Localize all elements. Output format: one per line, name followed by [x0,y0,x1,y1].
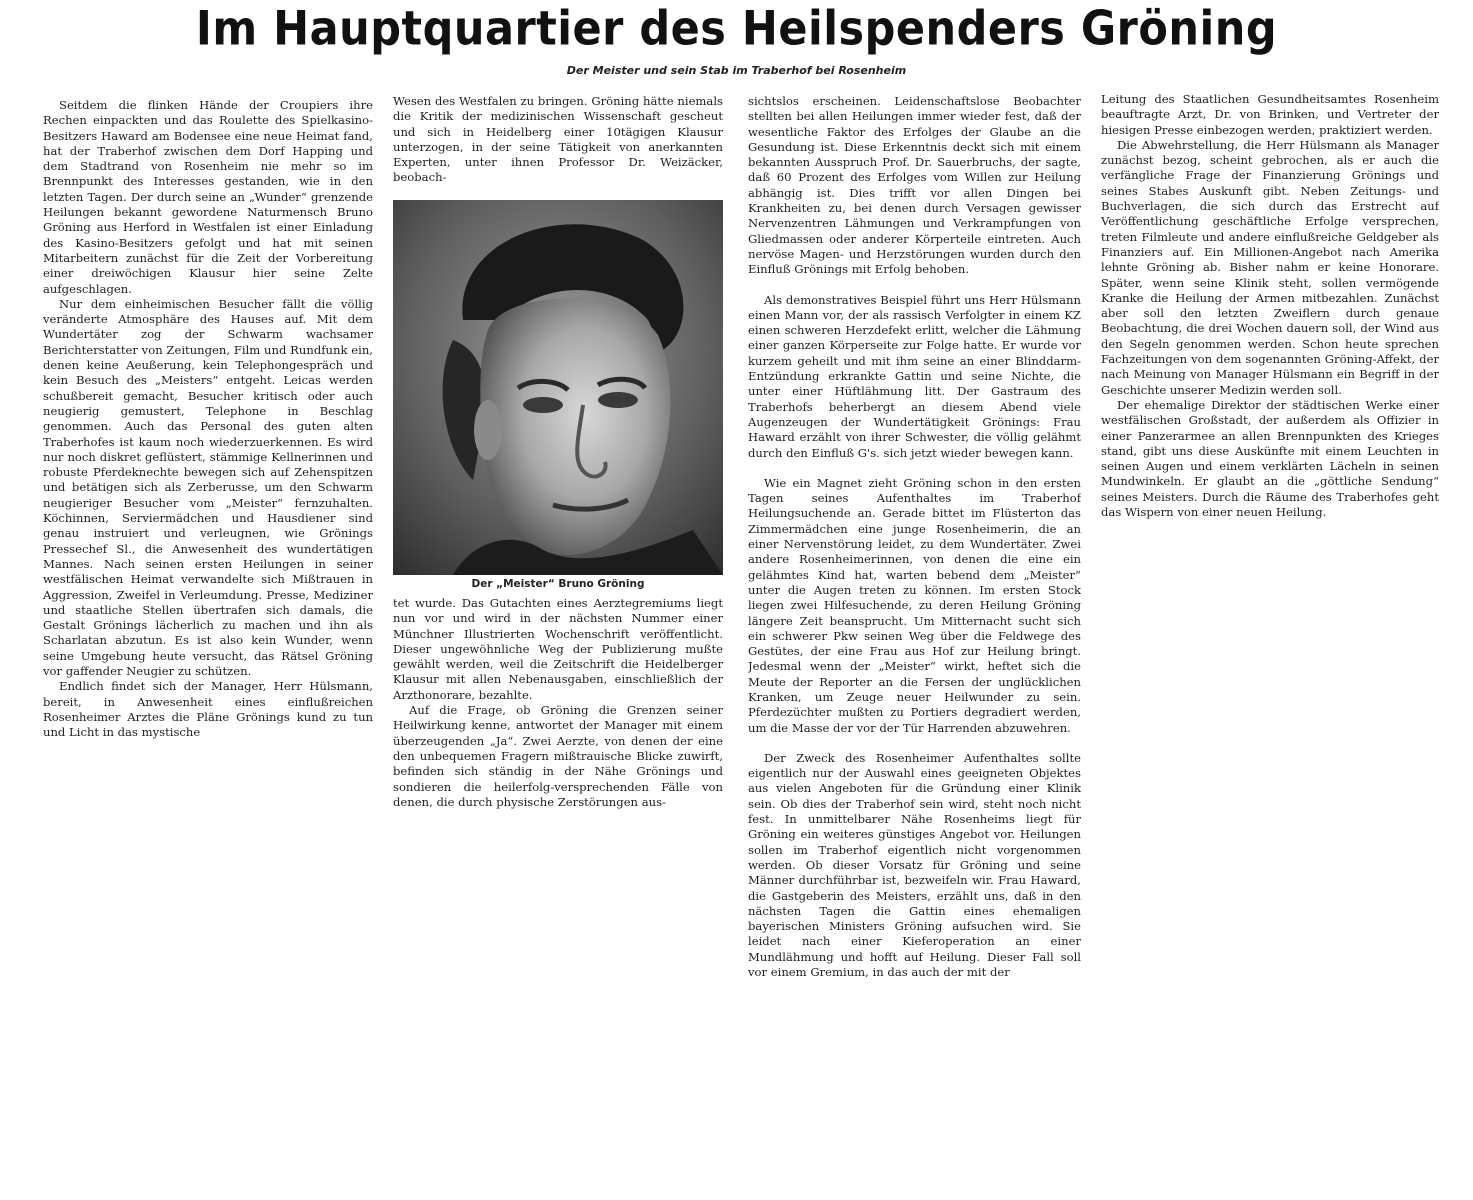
paragraph: sichtslos erscheinen. Leidenschaftslose Beobachter stellten bei allen Heilungen immer wieder fest, daß der wesentliche Faktor des Erfolges der Glaube an die Gesundung ist. Diese Erkenntnis deckt sich mit einem bekannten Ausspruch Prof. Dr. Sauerbruchs, der sagte, daß 60 Prozent des Erfolges vom Willen zur Heilung abhängig ist. Dies trifft vor allen Dingen bei Krankheiten zu, bei denen durch Versagen gewisser Nervenzentren Lähmungen und Verkrampfungen von Gliedmassen oder anderer Körperteile eintreten. Auch nervöse Magen- und Herzstörungen wurden durch den Einfluß Grönings mit Erfolg behoben. [748,94,1081,277]
portrait-image [393,200,723,575]
text-column-1 [43,98,373,858]
portrait-photo [393,200,723,575]
paragraph: tet wurde. Das Gutachten eines Aerztegremiums liegt nun vor und wird in der nächsten Nummer einer Münchner Illustrierten Wochenschrift veröffentlicht. Dieser ungewöhnliche Weg der Publizierung mußte gewählt werden, weil die Zeitschrift die Heidelberger Klausur mit allen Nebenausgaben, einschließlich der Arzthonorare, bezahlte. [393,596,723,702]
text-column-2-top [393,94,723,204]
text-column-3 [748,94,1081,1194]
paragraph: Leitung des Staatlichen Gesundheitsamtes Rosenheim beauftragte Arzt, Dr. von Brinken, und Vertreter der hiesigen Presse einbezogen werden, praktiziert werden. [1101,92,1439,137]
paragraph: Der Zweck des Rosenheimer Aufenthaltes sollte eigentlich nur der Auswahl eines geeigneten Objektes aus vielen Angeboten für die Gründung einer Klinik sein. Ob dies der Traberhof sein wird, steht noch nicht fest. In unmittelbarer Nähe Rosenheims liegt für Gröning ein weiteres günstiges Angebot vor. Heilungen sollen im Traberhof eigentlich nicht vorgenommen werden. Ob dieser Vorsatz für Gröning und seine Männer durchführbar ist, bezweifeln wir. Frau Haward, die Gastgeberin des Meisters, erzählt uns, daß in den nächsten Tagen die Gattin eines ehemaligen bayerischen Ministers Gröning aufsuchen wird. Sie leidet nach einer Kieferoperation an einer Mundlähmung und hofft auf Heilung. Dieser Fall soll vor einem Gremium, in das auch der mit der [748,750,1081,980]
photo-caption: Der „Meister“ Bruno Gröning [471,578,645,590]
article-headline: Im Hauptquartier des Heilspenders Gröning [195,1,1278,57]
paragraph: Nur dem einheimischen Besucher fällt die völlig veränderte Atmosphäre des Hauses auf. Mit dem Wundertäter zog der Schwarm wachsamer Berichterstatter von Zeitungen, Film und Rundfunk ein, denen keine Aeußerung, kein Telephongespräch und kein Besuch des „Meisters“ entgeht. Leicas werden schußbereit gemacht, Besucher kritisch oder auch neugierig gemustert, Telephone in Beschlag genommen. Auch das Personal des guten alten Traberhofes ist kaum noch wiederzuerkennen. Es wird nur noch diskret geflüstert, stämmige Kellnerinnen und robuste Pferdeknechte bewegen sich auf Zehenspitzen und betätigen sich als Zerberusse, um den Schwarm neugieriger Besucher vom „Meister“ fernzuhalten. Köchinnen, Serviermädchen und Hausdiener sind genau instruiert und verleugnen, wie Grönings Pressechef Sl., die Anwesenheit des wundertätigen Mannes. Nach seinen ersten Heilungen in seiner westfälischen Heimat verwandelte sich Mißtrauen in Aggression, Zweifel in Verleumdung. Presse, Mediziner und staatliche Stellen übertrafen sich damals, die Gestalt Grönings lächerlich zu machen und ihn als Scharlatan abzutun. Es ist also kein Wunder, wenn seine Umgebung heute versucht, das Rätsel Gröning vor gaffender Neugier zu schützen. [43,296,373,678]
paragraph: Die Abwehrstellung, die Herr Hülsmann als Manager zunächst bezog, scheint gebrochen, als er auch die verfängliche Frage der Finanzierung Grönings und seines Stabes Auskunft gibt. Neben Zeitungs- und Buchverlagen, die sich durch das Erstrecht auf Veröffentlichung geschäftliche Erfolge versprechen, treten Filmleute und andere einflußreiche Geldgeber als Finanziers auf. Ein Millionen-Angebot nach Amerika lehnte Gröning ab. Bisher nahm er keine Honorare. Später, wenn seine Klinik steht, sollen vermögende Kranke die Heilung der Armen mitbezahlen. Zunächst aber soll den letzten Zweiflern durch genaue Beobachtung, die drei Wochen dauern soll, der Wind aus den Segeln genommen werden. Schon heute sprechen Fachzeitungen von dem sogenannten Gröning-Affekt, der nach Meinung von Manager Hülsmann ein Begriff in der Geschichte unserer Medizin werden soll. [1101,137,1439,397]
text-column-2-bottom [393,596,723,856]
paragraph: Endlich findet sich der Manager, Herr Hülsmann, bereit, in Anwesenheit eines einflußreichen Rosenheimer Arztes die Pläne Grönings kund zu tun und Licht in das mystische [43,679,373,740]
paragraph: Auf die Frage, ob Gröning die Grenzen seiner Heilwirkung kenne, antwortet der Manager mit einem überzeugenden „Ja“. Zwei Aerzte, von denen der eine den unbequemen Fragern mißtrauische Blicke zuwirft, befinden sich ständig in der Nähe Grönings und sondieren die heilerfolg-versprechenden Fälle von denen, die durch physische Zerstörungen aus- [393,703,723,809]
paragraph: Wesen des Westfalen zu bringen. Gröning hätte niemals die Kritik der medizinischen Wissenschaft gescheut und sich in Heidelberg einer 10tägigen Klausur unterzogen, in der seine Tätigkeit von anerkannten Experten, unter ihnen Professor Dr. Weizäcker, beobach- [393,94,723,185]
paragraph: Der ehemalige Direktor der städtischen Werke einer westfälischen Großstadt, der außerdem als Offizier in einer Panzerarmee an allen Brennpunkten des Krieges stand, gibt uns diese Auskünfte mit einem Leuchten in seinen Augen und einem verklärten Lächeln in seinen Mundwinkeln. Er glaubt an die „göttliche Sendung“ seines Meisters. Durch die Räume des Traberhofes geht das Wispern von einer neuen Heilung. [1101,397,1439,520]
paragraph: Wie ein Magnet zieht Gröning schon in den ersten Tagen seines Aufenthaltes im Traberhof Heilungsuchende an. Gerade bittet im Flüsterton das Zimmermädchen eine junge Rosenheimerin, die an einer Nervenstörung leidet, zu dem Wundertäter. Zwei andere Rosenheimerinnen, von denen die eine ein gelähmtes Kind hat, warten bebend dem „Meister“ unter die Augen treten zu können. Im ersten Stock liegen zwei Hilfesuchende, zu deren Heilung Gröning längere Zeit beansprucht. Um Mitternacht sucht sich ein schwerer Pkw seinen Weg über die Feldwege des Gestütes, der eine Frau aus Hof zur Heilung bringt. Jedesmal wenn der „Meister“ wirkt, heftet sich die Meute der Reporter an die Fersen der unglücklichen Kranken, um Zeuge neuer Heilwunder zu sein. Pferdezüchter mußten zu Portiers degradiert werden, um die Masse der vor der Tür Harrenden abzuwehren. [748,475,1081,735]
text-column-4 [1101,92,1439,652]
paragraph: Als demonstratives Beispiel führt uns Herr Hülsmann einen Mann vor, der als rassisch Verfolgter in einem KZ einen schweren Herzdefekt erlitt, welcher die Lähmung einer ganzen Körperseite zur Folge hatte. Er wurde vor kurzem geheilt und mit ihm seine an einer Blinddarm-Entzündung erkrankte Gattin und seine Nichte, die unter einer Hüftlähmung litt. Der Gastraum des Traberhofs beherbergt an diesem Abend viele Augenzeugen der Wundertätigkeit Grönings: Frau Haward erzählt von ihrer Schwester, die völlig gelähmt durch den Einfluß G's. sich jetzt wieder bewegen kann. [748,292,1081,460]
article-subheadline: Der Meister und sein Stab im Traberhof bei Rosenheim [566,64,907,77]
paragraph: Seitdem die flinken Hände der Croupiers ihre Rechen einpackten und das Roulette des Spielkasino-Besitzers Haward am Bodensee eine neue Heimat fand, hat der Traberhof zwischen dem Dorf Happing und dem Stadtrand von Rosenheim nie mehr so im Brennpunkt des Interesses gestanden, wie in den letzten Tagen. Der durch seine an „Wunder“ grenzende Heilungen bekannt gewordene Naturmensch Bruno Gröning aus Herford in Westfalen ist einer Einladung des Kasino-Besitzers gefolgt und hat mit seinen Mitarbeitern zunächst für die Zeit der Vorbereitung einer dreiwöchigen Klausur hier seine Zelte aufgeschlagen. [43,98,373,296]
